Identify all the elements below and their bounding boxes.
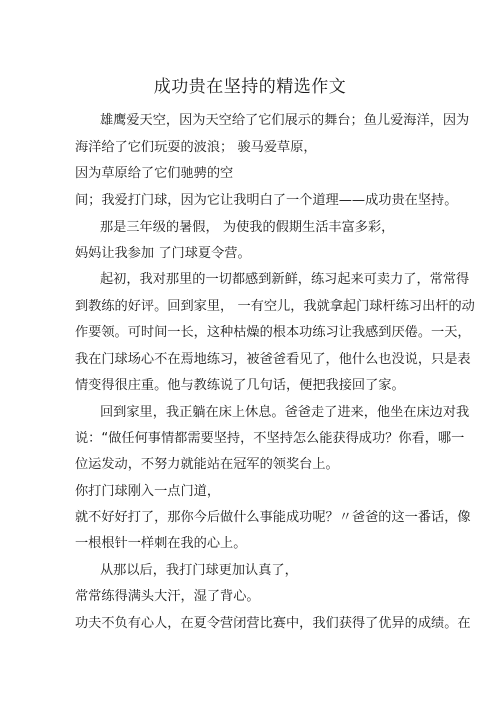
text-line: 妈妈让我参加 了门球夏令营。 [75, 246, 251, 261]
text-line: 间；我爱打门球，因为它让我明白了一个道理——成功贵在坚持。 [75, 193, 458, 208]
text-line: 功夫不负有心人，在夏令营闭营比赛中，我们获得了优异的成绩。在 [75, 616, 471, 631]
text-line: 到教练的好评。回到家里， 一有空儿，我就拿起门球杆练习出杆的动 [75, 299, 475, 314]
text-line: 雄鹰爱天空，因为天空给了它们展示的舞台；鱼儿爱海洋，因为 [100, 113, 470, 128]
text-line: 回到家里，我正躺在床上休息。爸爸走了进来，他坐在床边对我 [100, 405, 470, 420]
text-line: 海洋给了它们玩耍的波浪； 骏马爱草原， [75, 140, 317, 155]
text-line: 就不好好打了，那你今后做什么事能成功呢？〃爸爸的这一番话，像 [75, 510, 471, 525]
text-line: 我在门球场心不在焉地练习，被爸爸看见了，他什么也没说，只是表 [75, 352, 471, 367]
text-line: 情变得很庄重。他与教练说了几句话，便把我接回了家。 [75, 378, 405, 393]
page-title: 成功贵在坚持的精选作文 [153, 77, 347, 97]
text-line: 位运发动，不努力就能站在冠军的领奖台上。 [75, 457, 339, 472]
text-line: 常常练得满头大汗，湿了背心。 [75, 589, 260, 604]
text-line: 那是三年级的暑假， 为使我的假期生活丰富多彩， [100, 220, 395, 235]
text-line: 作要领。可时间一长，这种枯燥的根本功练习让我感到厌倦。一天， [75, 325, 471, 340]
text-line: 你打门球刚入一点门道， [75, 484, 221, 499]
text-line: 因为草原给了它们驰骋的空 [75, 166, 234, 181]
text-line: 一根根针一样刺在我的心上。 [75, 536, 247, 551]
text-line: 说：“做任何事情都需要坚持，不坚持怎么能获得成功？你看，哪一 [75, 431, 465, 446]
text-line: 从那以后，我打门球更加认真了， [100, 563, 298, 578]
text-line: 起初，我对那里的一切都感到新鲜，练习起来可卖力了，常常得 [100, 272, 470, 287]
